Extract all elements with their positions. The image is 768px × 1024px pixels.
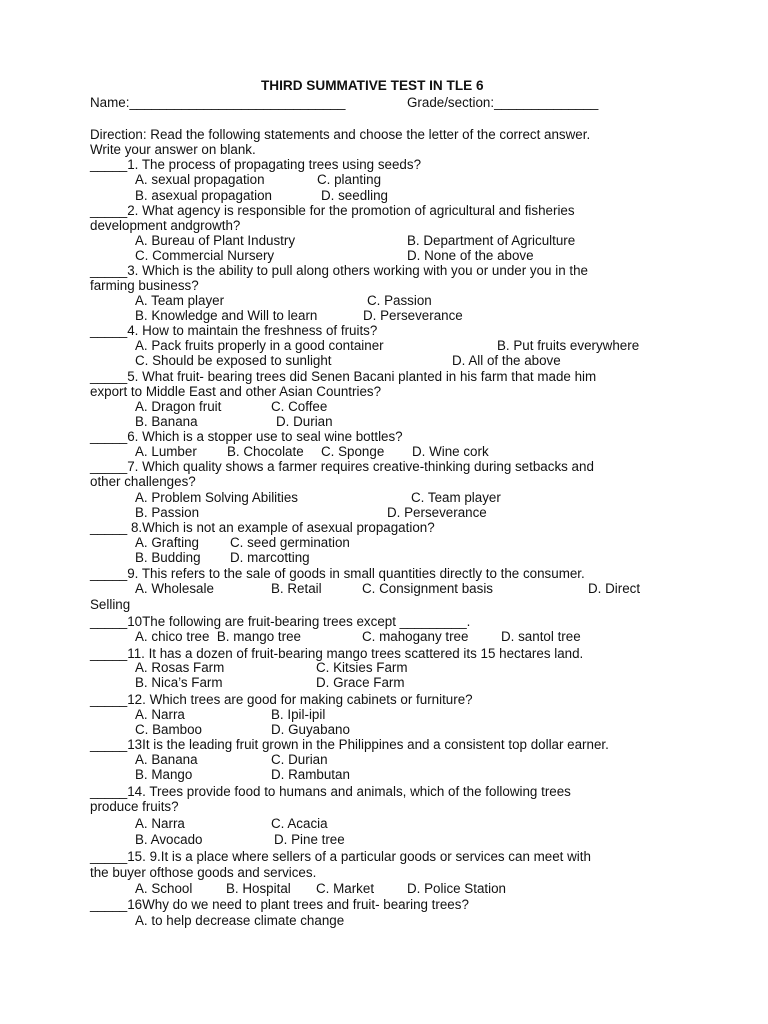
question-stem: _____11. It has a dozen of fruit-bearing mango trees scattered its 15 hectares land.	[90, 646, 584, 661]
answer-option: A. Rosas Farm	[135, 660, 225, 675]
answer-option: C. Sponge	[321, 444, 385, 459]
question-stem: _____9. This refers to the sale of goods in small quantities directly to the consumer.	[90, 566, 585, 581]
answer-option: A. sexual propagation	[135, 172, 265, 187]
answer-option: B. Put fruits everywhere	[497, 338, 640, 353]
answer-option: A. Banana	[135, 752, 198, 767]
question-stem: _____5. What fruit- bearing trees did Senen Bacani planted in his farm that made him	[90, 369, 597, 384]
question-stem: _____ 8.Which is not an example of asexual propagation?	[90, 520, 435, 535]
question-stem: _____2. What agency is responsible for the promotion of agricultural and fisheries	[90, 203, 575, 218]
answer-option: A. School	[135, 881, 193, 896]
answer-option-continuation: Selling	[90, 597, 131, 612]
question-stem: farming business?	[90, 278, 199, 293]
answer-option: B. asexual propagation	[135, 188, 272, 203]
question-stem: produce fruits?	[90, 799, 179, 814]
answer-option: B. Hospital	[226, 881, 291, 896]
question-stem: _____1. The process of propagating trees using seeds?	[90, 157, 422, 172]
question-stem: _____4. How to maintain the freshness of fruits?	[90, 323, 378, 338]
answer-option: D. Grace Farm	[316, 675, 405, 690]
answer-option: C. Kitsies Farm	[316, 660, 408, 675]
answer-option: B. Avocado	[135, 832, 203, 847]
answer-option: D. All of the above	[452, 353, 561, 368]
answer-option: C. Market	[316, 881, 375, 896]
question-stem: _____15. 9.It is a place where sellers of a particular goods or services can meet with	[90, 849, 591, 864]
answer-option: C. Bamboo	[135, 722, 202, 737]
answer-option: D. seedling	[321, 188, 388, 203]
answer-option: C. Consignment basis	[362, 581, 493, 596]
answer-option: B. Ipil-ipil	[271, 707, 326, 722]
answer-option: C. Passion	[367, 293, 432, 308]
answer-option: A. Grafting	[135, 535, 200, 550]
question-stem: _____14. Trees provide food to humans and animals, which of the following trees	[90, 784, 571, 799]
answer-option: D. Guyabano	[271, 722, 350, 737]
answer-option: A. Team player	[135, 293, 225, 308]
question-stem: export to Middle East and other Asian Countries?	[90, 384, 382, 399]
answer-option: C. Acacia	[271, 816, 328, 831]
answer-option: C. mahogany tree	[362, 629, 469, 644]
answer-option: D. marcotting	[230, 550, 310, 565]
answer-option: B. Passion	[135, 505, 200, 520]
answer-option: A. Lumber	[135, 444, 197, 459]
direction-line: Direction: Read the following statements and choose the letter of the correct answer.	[90, 127, 591, 142]
answer-option: D. Durian	[276, 414, 333, 429]
answer-option: A. Narra	[135, 707, 185, 722]
answer-option: D. Perseverance	[363, 308, 463, 323]
direction-line: Write your answer on blank.	[90, 142, 256, 157]
answer-option: B. Knowledge and Will to learn	[135, 308, 318, 323]
answer-option: A. Dragon fruit	[135, 399, 222, 414]
grade-section-field-label: Grade/section:______________	[407, 95, 599, 110]
answer-option: B. Mango	[135, 767, 193, 782]
answer-option: C. Team player	[411, 490, 501, 505]
answer-option: A. Pack fruits properly in a good container	[135, 338, 384, 353]
answer-option: B. Chocolate	[227, 444, 304, 459]
answer-option: B. Budding	[135, 550, 201, 565]
answer-option: C. Should be exposed to sunlight	[135, 353, 332, 368]
answer-option: A. Wholesale	[135, 581, 214, 596]
answer-option: D. Wine cork	[412, 444, 489, 459]
answer-option: A. Bureau of Plant Industry	[135, 233, 296, 248]
answer-option: B. Nica’s Farm	[135, 675, 223, 690]
answer-option: D. Police Station	[407, 881, 506, 896]
question-stem: _____13It is the leading fruit grown in the Philippines and a consistent top dollar earner.	[90, 737, 609, 752]
question-stem: _____3. Which is the ability to pull along others working with you or under you in the	[90, 263, 588, 278]
answer-option: B. Department of Agriculture	[407, 233, 576, 248]
answer-option: D. Direct	[588, 581, 641, 596]
page-title: THIRD SUMMATIVE TEST IN TLE 6	[261, 78, 484, 93]
answer-option: C. planting	[317, 172, 382, 187]
question-stem: _____16Why do we need to plant trees and fruit- bearing trees?	[90, 897, 469, 912]
answer-option: D. Perseverance	[387, 505, 487, 520]
answer-option: A. chico tree B. mango tree	[135, 629, 301, 644]
answer-option: C. seed germination	[230, 535, 350, 550]
question-stem: development andgrowth?	[90, 218, 241, 233]
question-stem: _____6. Which is a stopper use to seal wine bottles?	[90, 429, 403, 444]
question-stem: _____10The following are fruit-bearing trees except _________.	[90, 614, 471, 629]
answer-option: C. Coffee	[271, 399, 328, 414]
name-field-label: Name:_____________________________	[90, 95, 346, 110]
answer-option: D. Pine tree	[274, 832, 345, 847]
question-stem: other challenges?	[90, 474, 196, 489]
question-stem: _____7. Which quality shows a farmer requires creative-thinking during setbacks and	[90, 459, 594, 474]
answer-option: D. None of the above	[407, 248, 534, 263]
answer-option: C. Durian	[271, 752, 328, 767]
answer-option: C. Commercial Nursery	[135, 248, 275, 263]
answer-option: A. Problem Solving Abilities	[135, 490, 298, 505]
answer-option: A. to help decrease climate change	[135, 913, 345, 928]
answer-option: D. santol tree	[501, 629, 581, 644]
question-stem: _____12. Which trees are good for making cabinets or furniture?	[90, 692, 473, 707]
answer-option: B. Banana	[135, 414, 198, 429]
answer-option: A. Narra	[135, 816, 185, 831]
question-stem: the buyer ofthose goods and services.	[90, 865, 317, 880]
answer-option: B. Retail	[271, 581, 322, 596]
answer-option: D. Rambutan	[271, 767, 350, 782]
